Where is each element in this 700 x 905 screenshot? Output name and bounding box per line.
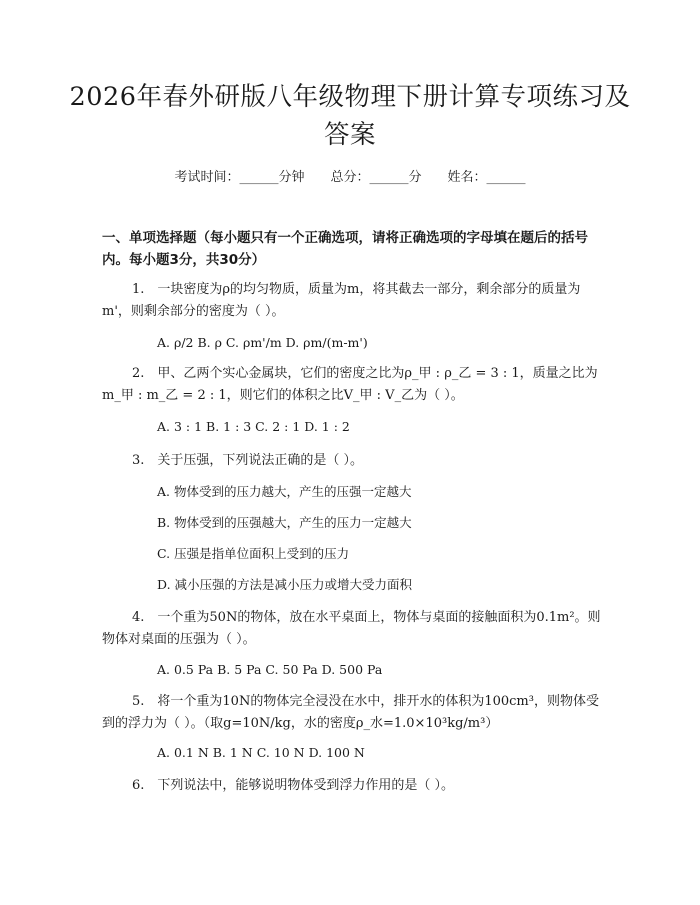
exam-meta: [0, 169, 700, 187]
question-3-option-a: A. 物体受到的压力越大，产生的压强一定越大: [157, 484, 412, 499]
section-heading-single-choice: 一、单项选择题（每小题只有一个正确选项，请将正确选项的字母填在题后的括号内。每小题3分，共30分）: [102, 230, 588, 268]
question-2-options: A. 3 : 1 B. 1 : 3 C. 2 : 1 D. 1 : 2: [157, 419, 350, 434]
question-1-stem: 1. 一块密度为ρ的均匀物质，质量为m，将其截去一部分，剩余部分的质量为m'，则剩余部分的密度为（ ）。: [102, 282, 581, 319]
question-3-option-b: B. 物体受到的压强越大，产生的压力一定越大: [157, 515, 412, 530]
student-name-label: 姓名：______: [447, 170, 526, 185]
question-3-option-c: C. 压强是指单位面积上受到的压力: [157, 546, 350, 561]
question-5-options: A. 0.1 N B. 1 N C. 10 N D. 100 N: [157, 745, 365, 760]
question-4-stem: 4. 一个重为50N的物体，放在水平桌面上，物体与桌面的接触面积为0.1m²。则物体对桌面的压强为（ ）。: [102, 610, 601, 647]
question-4-options: A. 0.5 Pa B. 5 Pa C. 50 Pa D. 500 Pa: [157, 662, 383, 677]
question-2-stem: 2. 甲、乙两个实心金属块，它们的密度之比为ρ_甲 : ρ_乙 = 3 : 1，质量之比为m_甲 : m_乙 = 2 : 1，则它们的体积之比V_甲 : V_乙为（ ）。: [102, 366, 598, 403]
page-title: 2026年春外研版八年级物理下册计算专项练习及答案: [69, 82, 631, 150]
exam-time-label: 考试时间：______分钟: [174, 170, 305, 185]
question-6-stem: 6. 下列说法中，能够说明物体受到浮力作用的是（ ）。: [132, 778, 455, 793]
question-3-stem: 3. 关于压强，下列说法正确的是（ ）。: [132, 453, 364, 468]
total-score-label: 总分：______分: [330, 170, 422, 185]
question-5-stem: 5. 将一个重为10N的物体完全浸没在水中，排开水的体积为100cm³，则物体受到的浮力为（ ）。（取g=10N/kg，水的密度ρ_水=1.0×10³kg/m³）: [102, 694, 599, 731]
question-1-options: A. ρ/2 B. ρ C. ρm'/m D. ρm/(m-m'): [157, 335, 368, 350]
question-3-option-d: D. 减小压强的方法是减小压力或增大受力面积: [157, 577, 413, 592]
